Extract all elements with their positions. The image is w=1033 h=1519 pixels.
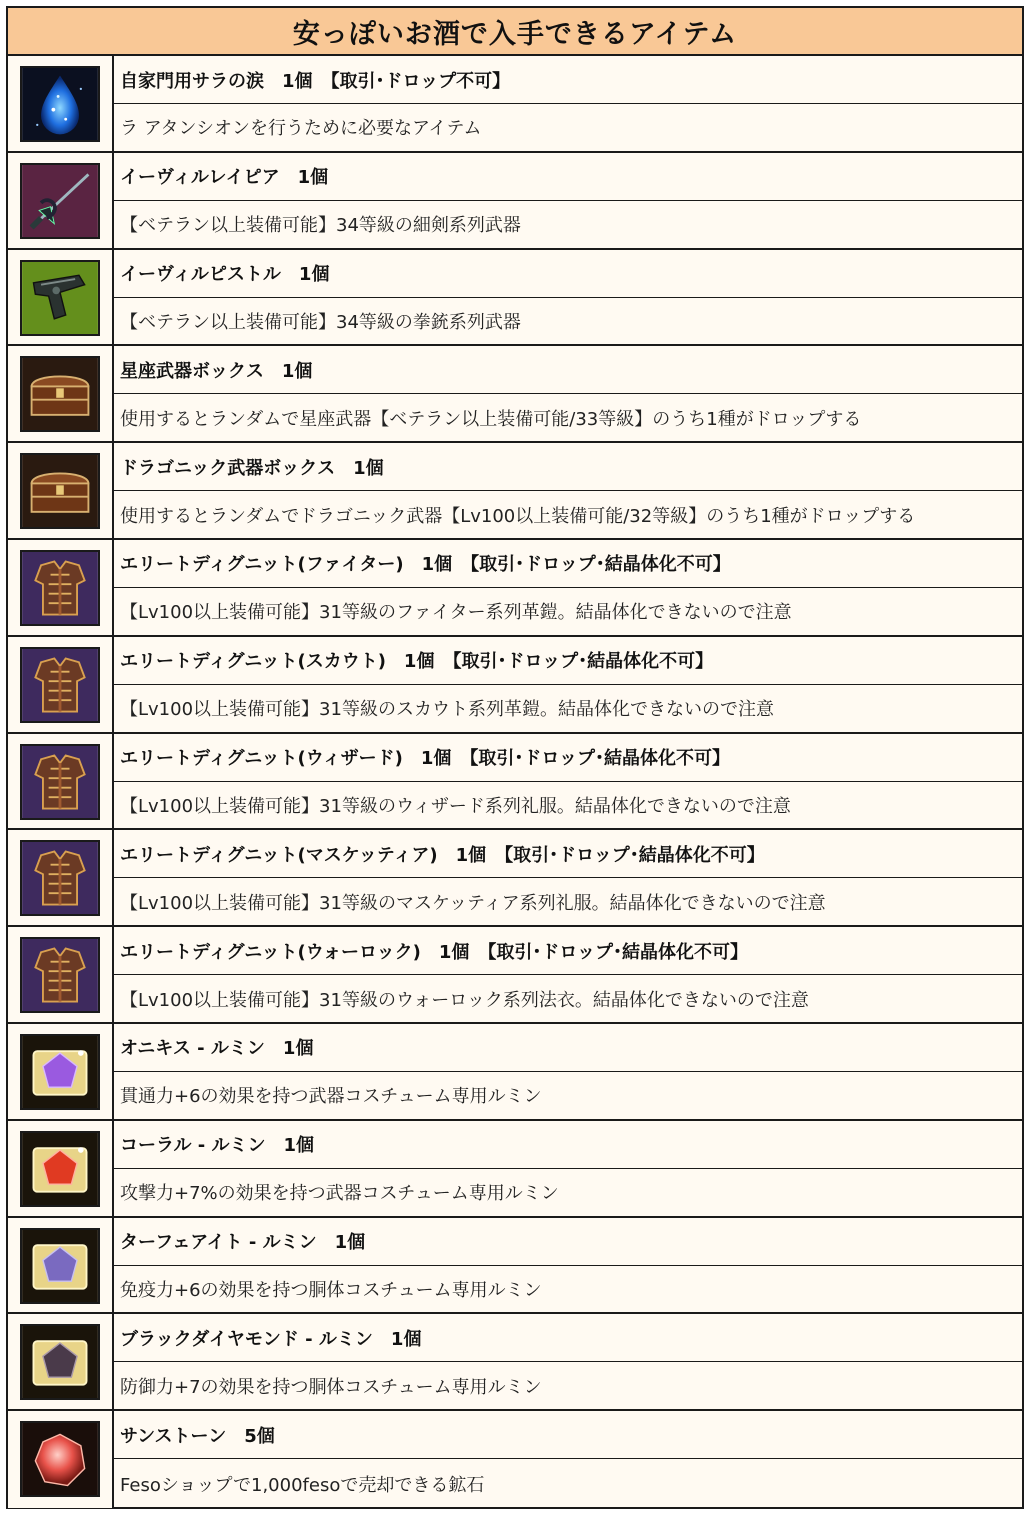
red-lumin-icon (20, 1131, 100, 1207)
icon-cell (8, 153, 114, 248)
item-description: 使用するとランダムで星座武器【ベテラン以上装備可能/33等級】のうち1種がドロップする (120, 408, 862, 430)
item-description: 貫通力+6の効果を持つ武器コスチューム専用ルミン (120, 1086, 542, 1108)
table-row (8, 443, 1022, 540)
item-name: サンストーン 5個 (114, 1411, 1022, 1459)
icon-cell (8, 346, 114, 441)
item-name: 星座武器ボックス 1個 (114, 346, 1022, 394)
item-name: ブラックダイヤモンド - ルミン 1個 (114, 1314, 1022, 1362)
blue-tear-gem-icon (20, 66, 100, 142)
icon-cell (8, 1411, 114, 1508)
icon-cell (8, 443, 114, 538)
icon-cell (8, 1121, 114, 1216)
item-name: イーヴィルレイピア 1個 (114, 153, 1022, 201)
table-row (8, 927, 1022, 1024)
item-name: コーラル - ルミン 1個 (114, 1121, 1022, 1169)
item-description: Fesoショップで1,000fesoで売却できる鉱石 (120, 1474, 485, 1496)
icon-cell (8, 830, 114, 925)
treasure-box-icon (20, 356, 100, 432)
item-description: 免疫力+6の効果を持つ胴体コスチューム専用ルミン (120, 1279, 542, 1301)
table-row (8, 540, 1022, 637)
item-name: ターフェアイト - ルミン 1個 (114, 1218, 1022, 1266)
item-name: イーヴィルピストル 1個 (114, 250, 1022, 298)
item-name: ドラゴニック武器ボックス 1個 (114, 443, 1022, 491)
page-title: 安っぽいお酒で入手できるアイテム (8, 8, 1022, 56)
table-row (8, 637, 1022, 734)
icon-cell (8, 540, 114, 635)
item-table (6, 6, 1024, 1509)
table-row (8, 56, 1022, 153)
item-name: エリートディグニット(ファイター) 1個 【取引･ドロップ･結晶体化不可】 (114, 540, 1022, 588)
icon-cell (8, 1314, 114, 1409)
item-description: 【Lv100以上装備可能】31等級のマスケッティア系列礼服。結晶体化できないので注意 (120, 892, 826, 914)
icon-cell (8, 1218, 114, 1313)
item-description: 【Lv100以上装備可能】31等級のウォーロック系列法衣。結晶体化できないので注意 (120, 989, 809, 1011)
treasure-box-icon (20, 453, 100, 529)
item-description: 【Lv100以上装備可能】31等級のウィザード系列礼服。結晶体化できないので注意 (120, 795, 791, 817)
table-row (8, 1024, 1022, 1121)
sunstone-icon (20, 1421, 100, 1497)
table-row (8, 250, 1022, 347)
icon-cell (8, 1024, 114, 1119)
item-description: 攻撃力+7%の効果を持つ武器コスチューム専用ルミン (120, 1183, 559, 1205)
armor-icon (20, 550, 100, 626)
purple-lumin-icon (20, 1034, 100, 1110)
icon-cell (8, 56, 114, 151)
item-name: エリートディグニット(ウィザード) 1個 【取引･ドロップ･結晶体化不可】 (114, 734, 1022, 782)
item-description: 【Lv100以上装備可能】31等級のスカウト系列革鎧。結晶体化できないので注意 (120, 699, 774, 721)
item-description: ラ アタンシオンを行うために必要なアイテム (120, 118, 482, 140)
table-row (8, 1411, 1022, 1508)
armor-icon (20, 840, 100, 916)
icon-cell (8, 250, 114, 345)
item-name: オニキス - ルミン 1個 (114, 1024, 1022, 1072)
dark-lumin-icon (20, 1324, 100, 1400)
item-name: エリートディグニット(スカウト) 1個 【取引･ドロップ･結晶体化不可】 (114, 637, 1022, 685)
armor-icon (20, 744, 100, 820)
item-name: エリートディグニット(ウォーロック) 1個 【取引･ドロップ･結晶体化不可】 (114, 927, 1022, 975)
item-name: 自家門用サラの涙 1個 【取引･ドロップ不可】 (114, 56, 1022, 104)
table-row (8, 153, 1022, 250)
table-row (8, 346, 1022, 443)
table-row (8, 1121, 1022, 1218)
rapier-icon (20, 163, 100, 239)
item-description: 【ベテラン以上装備可能】34等級の拳銃系列武器 (120, 311, 521, 333)
table-row (8, 734, 1022, 831)
icon-cell (8, 734, 114, 829)
item-description: 防御力+7の効果を持つ胴体コスチューム専用ルミン (120, 1376, 542, 1398)
armor-icon (20, 937, 100, 1013)
table-row (8, 830, 1022, 927)
item-list (8, 56, 1022, 1508)
violet-lumin-icon (20, 1228, 100, 1304)
icon-cell (8, 927, 114, 1022)
table-row (8, 1218, 1022, 1315)
item-description: 【Lv100以上装備可能】31等級のファイター系列革鎧。結晶体化できないので注意 (120, 602, 792, 624)
armor-icon (20, 647, 100, 723)
pistol-icon (20, 260, 100, 336)
item-description: 【ベテラン以上装備可能】34等級の細剣系列武器 (120, 215, 521, 237)
icon-cell (8, 637, 114, 732)
item-description: 使用するとランダムでドラゴニック武器【Lv100以上装備可能/32等級】のうち1種がドロップする (120, 505, 916, 527)
table-row (8, 1314, 1022, 1411)
item-name: エリートディグニット(マスケッティア) 1個 【取引･ドロップ･結晶体化不可】 (114, 830, 1022, 878)
